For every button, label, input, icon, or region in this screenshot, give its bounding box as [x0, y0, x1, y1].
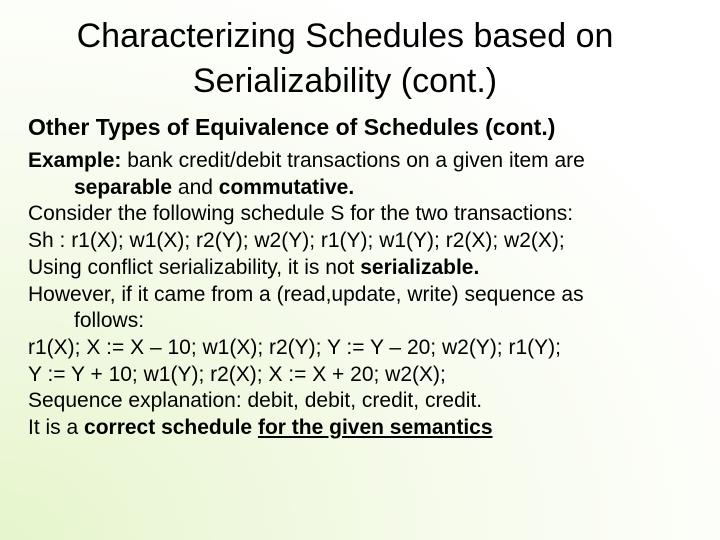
given-semantics-term: for the given semantics	[257, 416, 493, 440]
example-line-continued	[28, 175, 708, 202]
conclusion-line	[28, 415, 708, 442]
title-line-2: Serializability (cont.)	[192, 62, 498, 100]
slide-subtitle: Other Types of Equivalence of Schedules (cont.)	[28, 114, 556, 140]
conclusion-prefix: It is a	[28, 416, 85, 440]
serializable-term: serializable.	[360, 255, 480, 279]
example-text: bank credit/debit transactions on a given item are	[121, 149, 585, 172]
explanation-line: Sequence explanation: debit, debit, credit, credit.	[28, 389, 483, 413]
conflict-text: Using conflict serializability, it is not	[28, 255, 361, 279]
example-label: Example:	[28, 149, 122, 172]
sequence-line-1: r1(X); X := X – 10; w1(X); r2(Y); Y := Y – 20; w2(Y); r1(Y);	[28, 335, 561, 359]
separable-term: separable	[74, 175, 173, 199]
commutative-term: commutative.	[218, 175, 355, 199]
schedule-sh-line: Sh : r1(X); w1(X); r2(Y); w2(Y); r1(Y); w1(Y); r2(X); w2(X);	[28, 229, 565, 253]
conflict-line	[28, 255, 708, 282]
example-line	[28, 148, 708, 175]
correct-schedule-term: correct schedule	[84, 416, 253, 440]
sequence-line-2: Y := Y + 10; w1(Y); r2(X); X := X + 20; w2(X);	[28, 362, 446, 386]
title-line-1: Characterizing Schedules based on	[76, 17, 614, 55]
consider-line: Consider the following schedule S for the two transactions:	[28, 202, 574, 226]
however-line: However, if it came from a (read,update, write) sequence as	[28, 282, 584, 306]
slide-body	[28, 148, 708, 442]
however-line-continued: follows:	[74, 309, 145, 333]
and-word: and	[172, 175, 219, 199]
slide-title	[0, 14, 690, 104]
